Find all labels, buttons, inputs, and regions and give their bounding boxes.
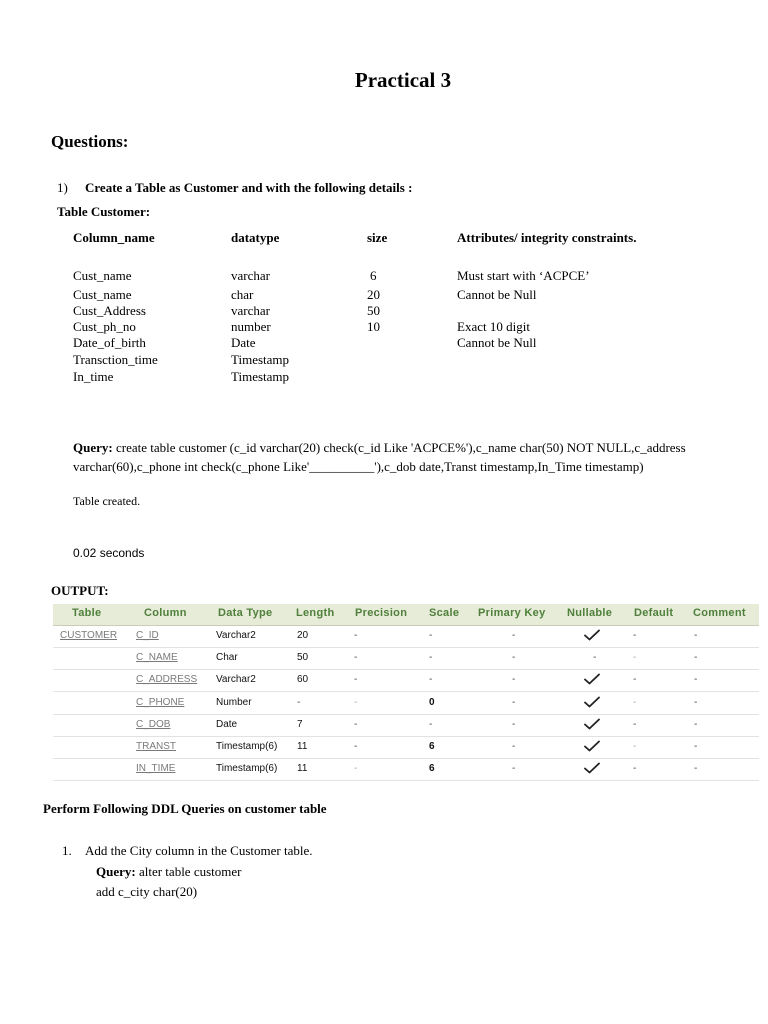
- header-table: Table: [72, 607, 102, 619]
- cell-length: 20: [297, 630, 309, 641]
- spec-datatype: varchar: [231, 303, 270, 318]
- ddl-item-number: 1.: [62, 843, 72, 858]
- spec-attribute: Cannot be Null: [457, 287, 537, 302]
- cell-scale: -: [429, 652, 433, 664]
- spec-size: 6: [370, 268, 377, 283]
- execution-time: 0.02 seconds: [73, 546, 145, 560]
- spec-column-name: In_time: [73, 369, 114, 384]
- cell-comment: -: [694, 718, 698, 730]
- header-scale: Scale: [429, 607, 460, 619]
- cell-scale: -: [429, 674, 433, 686]
- page-title: Practical 3: [354, 68, 452, 92]
- spec-size: 10: [367, 319, 380, 334]
- cell-precision: -: [354, 696, 358, 708]
- spec-column-name: Cust_name: [73, 268, 132, 283]
- spec-datatype: Timestamp: [231, 352, 290, 367]
- alter-query: [96, 862, 241, 902]
- table-row: [53, 647, 759, 670]
- spec-column-name: Cust_name: [73, 287, 132, 302]
- table-row: [53, 692, 759, 715]
- spec-datatype: Timestamp: [231, 369, 290, 384]
- query-line-1: create table customer (c_id varchar(20) check(c_id Like 'ACPCE%'),c_name char(50) NOT NULL,c_address: [112, 440, 686, 455]
- cell-comment: -: [694, 763, 698, 775]
- query-line-2: varchar(60),c_phone int check(c_phone Like'__________'),c_dob date,Transt timestamp,In_Time timestamp): [73, 459, 644, 474]
- spec-attribute: Exact 10 digit: [457, 319, 530, 334]
- table-row: [53, 736, 759, 759]
- table-row: [53, 669, 759, 692]
- cell-column[interactable]: TRANST: [136, 741, 176, 752]
- spec-column-name: Cust_ph_no: [73, 319, 136, 334]
- cell-precision: -: [354, 674, 358, 686]
- cell-data-type: Varchar2: [216, 630, 256, 641]
- alter-query-label: Query:: [96, 864, 136, 879]
- header-column: Column: [144, 607, 187, 619]
- cell-precision: -: [354, 630, 358, 641]
- cell-data-type: Number: [216, 696, 252, 708]
- cell-length: 60: [297, 674, 309, 686]
- cell-comment: -: [694, 696, 698, 708]
- check-icon: [584, 629, 600, 641]
- question-number: 1): [57, 180, 68, 195]
- cell-scale: -: [429, 718, 433, 730]
- spec-column-name: Date_of_birth: [73, 335, 146, 350]
- cell-nullable: -: [593, 652, 597, 664]
- check-icon: [584, 740, 600, 752]
- cell-comment: -: [694, 741, 698, 752]
- cell-precision: -: [354, 741, 358, 752]
- spec-datatype: char: [231, 287, 254, 302]
- ddl-item-text: Add the City column in the Customer table.: [85, 843, 313, 858]
- spec-header-column-name: Column_name: [73, 230, 155, 245]
- output-heading: OUTPUT:: [51, 583, 109, 598]
- cell-column[interactable]: C_ADDRESS: [136, 674, 198, 686]
- spec-attribute: Must start with ‘ACPCE’: [457, 268, 590, 283]
- cell-precision: -: [354, 763, 358, 775]
- result-message: Table created.: [73, 494, 141, 508]
- header-primary-key: Primary Key: [478, 607, 546, 619]
- cell-comment: -: [694, 630, 698, 641]
- cell-length: -: [297, 696, 301, 708]
- header-default: Default: [634, 607, 674, 619]
- spec-datatype: Date: [231, 335, 256, 350]
- cell-precision: -: [354, 718, 358, 730]
- cell-length: 50: [297, 652, 309, 664]
- query-label: Query:: [73, 440, 113, 455]
- cell-primary-key: -: [512, 741, 516, 752]
- cell-column[interactable]: C_NAME: [136, 652, 178, 664]
- header-comment: Comment: [693, 607, 746, 619]
- cell-column[interactable]: C_ID: [136, 630, 159, 641]
- header-data-type: Data Type: [218, 607, 273, 619]
- cell-default: -: [633, 674, 637, 686]
- check-icon: [584, 673, 600, 685]
- cell-primary-key: -: [512, 718, 516, 730]
- spec-column-name: Cust_Address: [73, 303, 146, 318]
- cell-data-type: Varchar2: [216, 674, 256, 686]
- cell-default: -: [633, 763, 637, 775]
- output-table-header: [53, 604, 759, 626]
- cell-data-type: Date: [216, 718, 238, 730]
- header-precision: Precision: [355, 607, 408, 619]
- spec-header-datatype: datatype: [231, 230, 280, 245]
- cell-primary-key: -: [512, 674, 516, 686]
- spec-size: 20: [367, 287, 380, 302]
- cell-scale: 6: [429, 763, 435, 775]
- cell-primary-key: -: [512, 763, 516, 775]
- header-nullable: Nullable: [567, 607, 613, 619]
- cell-length: 11: [297, 763, 308, 775]
- header-length: Length: [296, 607, 335, 619]
- cell-data-type: Timestamp(6): [216, 741, 278, 752]
- spec-column-name: Transction_time: [73, 352, 158, 367]
- check-icon: [584, 762, 600, 774]
- cell-default: -: [633, 696, 637, 708]
- cell-column[interactable]: C_PHONE: [136, 696, 185, 708]
- table-row: [53, 758, 759, 781]
- cell-data-type: Timestamp(6): [216, 763, 278, 775]
- cell-comment: -: [694, 652, 698, 664]
- cell-column[interactable]: C_DOB: [136, 718, 171, 730]
- cell-scale: -: [429, 630, 433, 641]
- cell-primary-key: -: [512, 630, 516, 641]
- cell-primary-key: -: [512, 652, 516, 664]
- cell-table[interactable]: CUSTOMER: [60, 630, 118, 641]
- cell-default: -: [633, 652, 637, 664]
- check-icon: [584, 718, 600, 730]
- create-query: [73, 438, 743, 476]
- spec-header-size: size: [367, 230, 388, 245]
- cell-data-type: Char: [216, 652, 238, 664]
- cell-precision: -: [354, 652, 358, 664]
- check-icon: [584, 696, 600, 708]
- question-text: Create a Table as Customer and with the following details :: [85, 180, 413, 195]
- spec-attribute: Cannot be Null: [457, 335, 537, 350]
- cell-primary-key: -: [512, 696, 516, 708]
- table-row: [53, 625, 759, 648]
- cell-default: -: [633, 630, 637, 641]
- alter-query-line-1: alter table customer: [135, 864, 242, 879]
- ddl-heading: Perform Following DDL Queries on customer table: [43, 801, 327, 816]
- table-spec-title: Table Customer:: [57, 204, 151, 219]
- spec-datatype: number: [231, 319, 271, 334]
- cell-comment: -: [694, 674, 698, 686]
- cell-default: -: [633, 741, 637, 752]
- cell-length: 7: [297, 718, 303, 730]
- cell-scale: 6: [429, 741, 435, 752]
- cell-length: 11: [297, 741, 308, 752]
- table-row: [53, 714, 759, 737]
- output-table: [53, 604, 759, 776]
- alter-query-line-2: add c_city char(20): [96, 884, 198, 899]
- cell-scale: 0: [429, 696, 435, 708]
- spec-size: 50: [367, 303, 380, 318]
- cell-default: -: [633, 718, 637, 730]
- spec-datatype: varchar: [231, 268, 270, 283]
- spec-header-attributes: Attributes/ integrity constraints.: [457, 230, 637, 245]
- questions-heading: Questions:: [51, 132, 129, 151]
- cell-column[interactable]: IN_TIME: [136, 763, 176, 775]
